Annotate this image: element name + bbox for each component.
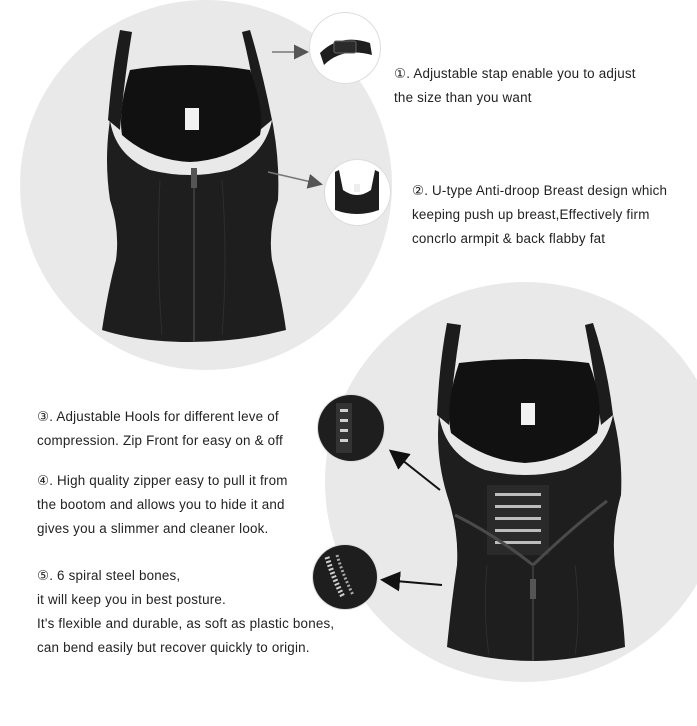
- feature-5-text: [37, 564, 334, 660]
- feature-4-line-3: gives you a slimmer and cleaner look.: [37, 521, 269, 536]
- feature-2-marker: ②.: [412, 183, 429, 198]
- feature-3-marker: ③.: [37, 409, 54, 424]
- feature-1-line-2: the size than you want: [394, 90, 532, 105]
- hooks-detail-thumbnail: [318, 395, 384, 461]
- vest-open-image: [425, 315, 635, 665]
- feature-5-line-1: 6 spiral steel bones,: [57, 568, 181, 583]
- feature-3-line-2: compression. Zip Front for easy on & off: [37, 433, 283, 448]
- feature-2-text: [412, 179, 667, 251]
- feature-5-line-4: can bend easily but recover quickly to origin.: [37, 640, 310, 655]
- feature-2-line-2: keeping push up breast,Effectively firm: [412, 207, 650, 222]
- feature-5-line-2: it will keep you in best posture.: [37, 592, 226, 607]
- feature-1-text: [394, 62, 636, 110]
- bust-detail-thumbnail: [325, 160, 390, 225]
- feature-1-line-1: Adjustable stap enable you to adjust: [413, 66, 636, 81]
- strap-detail-thumbnail: [310, 13, 380, 83]
- feature-5-line-3: It's flexible and durable, as soft as plastic bones,: [37, 616, 335, 631]
- feature-2-line-1: U-type Anti-droop Breast design which: [432, 183, 668, 198]
- feature-4-line-1: High quality zipper easy to pull it from: [57, 473, 288, 488]
- feature-3-line-1: Adjustable Hools for different leve of: [56, 409, 279, 424]
- feature-1-marker: ①.: [394, 66, 411, 81]
- label-tag: [185, 108, 199, 130]
- feature-4-text: [37, 469, 288, 541]
- feature-5-marker: ⑤.: [37, 568, 54, 583]
- feature-2-line-3: concrlo armpit & back flabby fat: [412, 231, 606, 246]
- feature-4-line-2: the bootom and allows you to hide it and: [37, 497, 285, 512]
- feature-4-marker: ④.: [37, 473, 54, 488]
- feature-3-text: [37, 405, 283, 453]
- vest-front-image: [90, 20, 300, 350]
